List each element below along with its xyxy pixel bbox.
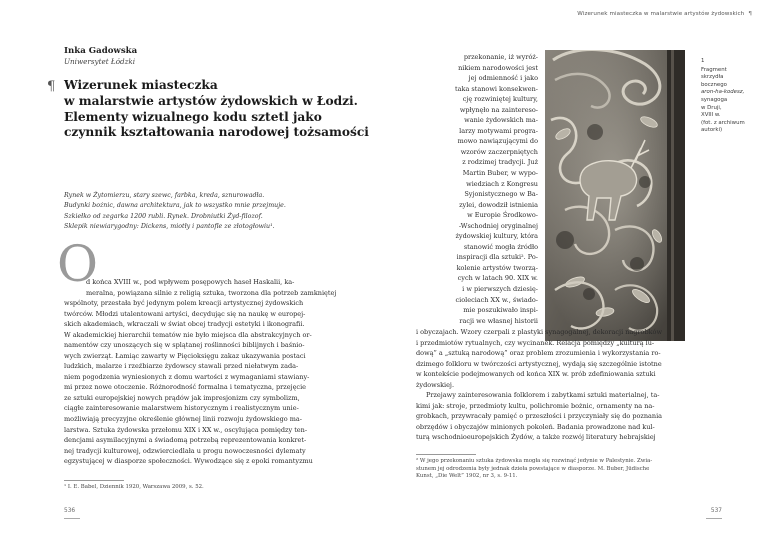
body-line: wspólnoty, przestała być jedynym polem kreacji artystycznej żydowskich bbox=[64, 299, 304, 307]
body-line: turą wschodnioeuropejskich Żydów, a także rozwój literatury hebrajskiej bbox=[416, 433, 656, 442]
body-line: zylei, dowodził istnienia bbox=[459, 200, 538, 209]
running-header bbox=[577, 11, 752, 17]
body-line: Martin Buber, w wypo- bbox=[462, 169, 538, 178]
body-line: -Wschodniej oryginalnej bbox=[458, 221, 538, 230]
body-line: w kontekście podejmowanych od końca XIX w. prób zdefiniowania sztuki bbox=[416, 370, 656, 379]
body-line: możliwiają precyzyjne określenie głównej linii rozwoju żydowskiego ma- bbox=[64, 415, 302, 424]
folio-rule bbox=[706, 518, 722, 519]
carving-photo bbox=[545, 50, 685, 341]
epigraph-line: Rynek w Żytomierzu, stary szewc, farbka, kreda, sznurowadła. bbox=[64, 192, 265, 199]
caption-line: w Druji, bbox=[701, 104, 722, 111]
body-line: przekonanie, iż wyróż- bbox=[463, 53, 538, 61]
title-line: Elementy wizualnego kodu sztetl jako bbox=[64, 109, 322, 124]
article-title bbox=[47, 78, 369, 141]
body-line: W akademickiej hierarchii tematów nie było miejsca dla abstrakcyjnych or- bbox=[64, 330, 312, 339]
footnote-2 bbox=[416, 458, 716, 481]
body-line: d końca XVIII w., pod wpływem posępowych haseł Haskalii, ka- bbox=[86, 278, 295, 286]
body-line: mie poszukiwało inspi- bbox=[463, 306, 538, 315]
body-line: grobkach, przywracały pamięć o przeszłości i przyczyniały się do poznania bbox=[416, 412, 663, 421]
footnote-line: Kunst, „Die Welt” 1902, nr 3, s. 9-11. bbox=[416, 473, 518, 480]
caption-line: XVIII w. bbox=[701, 112, 721, 119]
body-line: wiedziach z Kongresu bbox=[466, 179, 538, 188]
body-line: i w pierwszych dziesię- bbox=[462, 285, 538, 294]
body-line: inspiracji dla sztuki². Po- bbox=[456, 253, 538, 262]
body-line: obrzędów i obyczajów minionych pokoleń. Badania prowadzone nad kul- bbox=[416, 422, 655, 431]
body-line: larstwa. Sztuka żydowska przełomu XIX i XX w., oscylująca pomiędzy ten- bbox=[64, 425, 308, 434]
body-line: namentów czy unoszących się w splątanej roślinności biblijnych i baśnio- bbox=[64, 341, 305, 350]
body-line: Przejawy zainteresowania folklorem i zabytkami sztuki materialnej, ta- bbox=[426, 391, 660, 400]
body-line: nikiem narodowości jest bbox=[458, 63, 538, 72]
body-line: jej odmienność i jako bbox=[468, 74, 538, 83]
footnote-rule bbox=[416, 454, 476, 455]
body-line: stanowić mogła źródło bbox=[463, 242, 538, 251]
caption-line: bocznego bbox=[701, 81, 727, 88]
epigraph-line: Sklepik niewiarygodny: Dickens, miotły i pantofle ze złotogłowiu¹. bbox=[64, 223, 275, 231]
figure-caption bbox=[701, 58, 761, 135]
right-page bbox=[384, 0, 768, 542]
pilcrow-icon: ¶ bbox=[748, 11, 752, 17]
folio-rule bbox=[64, 518, 80, 519]
body-line: dową” a „sztuką narodową” oraz problem zrozumienia i wykorzystania ro- bbox=[416, 349, 661, 358]
right-narrow-column bbox=[426, 52, 538, 326]
body-line: ciągłe zainteresowanie malarstwem historycznym i realistycznym unie- bbox=[64, 404, 299, 413]
body-line: twórców. Młodzi utalentowani artyści, decydując się na naukę w europej- bbox=[64, 309, 306, 318]
body-line: wych zwierząt. Łamiąc zawarty w Pięcioksięgu zakaz ukazywania postaci bbox=[64, 351, 306, 360]
body-line: i przedmiotów rytualnych, czy wycinanek. Relacja pomiędzy „kulturą lu- bbox=[416, 338, 655, 347]
title-line: w malarstwie artystów żydowskich w Łodzi. bbox=[64, 93, 358, 108]
author-affiliation: Uniwersytet Łódzki bbox=[64, 57, 136, 66]
body-line: żydowskiej. bbox=[416, 380, 455, 389]
body-line: dencjami asymilacyjnymi a świadomą potrzebą reprezentowania konkret- bbox=[64, 436, 307, 445]
footnote-line: stunem jej odrodzenia były jednak dzieła powstające w diasporze. M. Buber, Jüdische bbox=[416, 465, 650, 472]
drop-cap: O bbox=[57, 235, 98, 293]
body-line: w Europie Środkowo- bbox=[467, 211, 538, 220]
body-line: wpłynęło na zaintereso- bbox=[459, 105, 538, 114]
body-line: kolenie artystów tworzą- bbox=[456, 263, 538, 272]
caption-line: synagoga bbox=[701, 96, 728, 103]
left-body-text bbox=[64, 298, 368, 467]
footnote-line: ² W jego przekonaniu sztuka żydowska mogła się rozwinąć jedynie w Palestynie. Zwia- bbox=[416, 458, 653, 464]
caption-line: (fot. z archiwum bbox=[701, 119, 745, 126]
epigraph-line: Budynki bożnic, dawna architektura, jak to wszystko mnie przejmuje. bbox=[64, 202, 286, 210]
body-line: wanie żydowskich ma- bbox=[464, 116, 538, 125]
figure-number: 1 bbox=[701, 58, 705, 64]
body-line: Syjonistycznego w Ba- bbox=[464, 190, 538, 199]
caption-line: aron-ha-kodesz, bbox=[701, 89, 745, 96]
body-line: z rodzimej tradycji. Już bbox=[462, 158, 538, 167]
footnote-1: ¹ I. E. Babel, Dziennik 1920, Warszawa 2009, s. 52. bbox=[64, 484, 204, 490]
author-name: Inka Gadowska bbox=[64, 46, 138, 56]
body-line: larzy motywami progra- bbox=[459, 126, 538, 135]
title-line: czynnik kształtowania narodowej tożsamości bbox=[64, 125, 369, 140]
right-wide-column bbox=[416, 327, 716, 443]
body-line: mowo nawiązującymi do bbox=[457, 137, 538, 146]
body-line: i obyczajach. Wzory czerpali z plastyki synagogalnej, dekoracji nagrobków bbox=[416, 328, 663, 336]
body-line: meralna, powiązana silnie z religią sztuka, tworzona dla potrzeb zamkniętej bbox=[86, 288, 337, 297]
body-line: nej tradycji kulturowej, odzwierciedlała u progu nowoczesności dylematy bbox=[64, 446, 306, 455]
caption-line: autorki) bbox=[701, 127, 723, 134]
body-line: racji we własnej historii bbox=[459, 316, 538, 325]
carving-photo-image bbox=[545, 50, 685, 341]
body-line: taka stanowi konsekwen- bbox=[455, 84, 538, 93]
body-first-lines bbox=[86, 277, 368, 298]
body-line: mi przez nowe otoczenie. Różnorodność formalna i tematyczna, przejęcie bbox=[64, 383, 306, 392]
body-line: dzimego folkloru w twórczości artystycznej, wydają się szczególnie istotne bbox=[416, 359, 662, 368]
running-header-title: Wizerunek miasteczka w malarstwie artystów żydowskich bbox=[577, 11, 745, 17]
caption-line: skrzydła bbox=[701, 74, 724, 81]
body-line: egzystującej w diasporze społeczności. Wywodzące się z epoki romantyzmu bbox=[64, 457, 313, 466]
page-number-left: 536 bbox=[64, 508, 76, 514]
body-line: wzorów zaczerpniętych bbox=[460, 147, 538, 156]
pilcrow-icon: ¶ bbox=[47, 79, 56, 94]
body-line: niem pogodzenia wyniesionych z domu wartości z wymaganiami stawiany- bbox=[64, 372, 310, 381]
epigraph bbox=[64, 191, 354, 233]
caption-line: Fragment bbox=[701, 66, 727, 73]
body-line: kimi jak: stroje, przedmioty kultu, polichromie bożnic, ornamenty na na- bbox=[416, 401, 655, 410]
page-number-right: 537 bbox=[710, 508, 722, 514]
body-line: żydowskiej kultury, która bbox=[455, 232, 538, 241]
epigraph-line: Szkiełko od zegarka 1200 rubli. Rynek. Drobniutki Żyd-filozof. bbox=[64, 212, 263, 220]
body-line: cych w latach 90. XIX w. bbox=[457, 274, 538, 283]
body-line: cioleciach XX w., świado- bbox=[455, 295, 538, 304]
body-line: cję rozwiniętej kultury, bbox=[462, 95, 538, 104]
footnote-rule bbox=[64, 480, 124, 481]
body-line: skich akademiach, wkraczali w świat obcej tradycji estetyki i ikonografii. bbox=[64, 320, 305, 329]
title-line: Wizerunek miasteczka bbox=[64, 78, 218, 92]
body-line: ludzkich, malarze i rzeźbiarze żydowscy stawali przed niełatwym zada- bbox=[64, 362, 299, 371]
body-line: ze sztuki europejskiej nowych prądów jak impresjonizm czy symbolizm, bbox=[64, 393, 300, 402]
